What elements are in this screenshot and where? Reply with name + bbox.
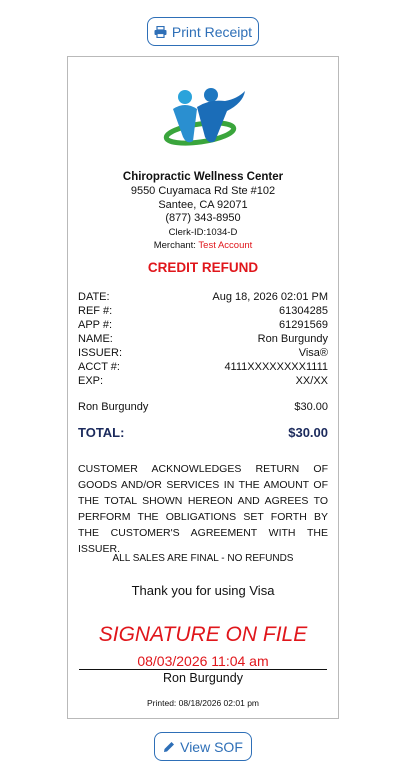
- thank-you-text: Thank you for using Visa: [131, 583, 275, 598]
- wellness-logo: [163, 87, 253, 149]
- field-label: EXP:: [78, 375, 104, 387]
- field-row: [78, 374, 328, 388]
- field-value: 4111XXXXXXXX1111: [224, 361, 328, 373]
- field-label: ACCT #:: [78, 361, 120, 373]
- line-item: [78, 401, 328, 413]
- clerk-id: Clerk-ID:1034-D: [168, 226, 238, 238]
- transaction-details: [78, 290, 328, 388]
- receipt-title: CREDIT REFUND: [147, 260, 259, 275]
- field-label: NAME:: [78, 333, 113, 345]
- field-row: [78, 346, 328, 360]
- signature-on-file: SIGNATURE ON FILE: [98, 623, 308, 646]
- total-row: [78, 425, 328, 440]
- total-label: TOTAL:: [78, 425, 125, 440]
- field-value: 61304285: [279, 305, 328, 317]
- field-row: [78, 332, 328, 346]
- merchant-phone: (877) 343-8950: [165, 212, 241, 224]
- signature-name: Ron Burgundy: [163, 671, 243, 685]
- merchant-name: Chiropractic Wellness Center: [122, 171, 284, 183]
- acknowledgement-text: CUSTOMER ACKNOWLEDGES RETURN OF GOODS AND/OR SERVICES IN THE AMOUNT OF THE TOTAL SHOWN HEREON AND AGREES TO PERFORM THE OBLIGATIONS SET FORTH BY THE CUSTOMER'S AGREEMENT WITH THE ISSUER.: [78, 463, 328, 555]
- field-value: XX/XX: [295, 375, 328, 387]
- field-row: [78, 318, 328, 332]
- field-label: REF #:: [78, 305, 113, 317]
- field-value: Visa®: [298, 347, 328, 359]
- merchant-address-2: Santee, CA 92071: [158, 198, 248, 211]
- final-sales-note: ALL SALES ARE FINAL - NO REFUNDS: [112, 553, 294, 564]
- field-row: [78, 360, 328, 374]
- print-receipt-button[interactable]: [147, 17, 259, 46]
- field-label: DATE:: [78, 291, 110, 303]
- merchant-account: [68, 239, 338, 253]
- field-value: Aug 18, 2026 02:01 PM: [212, 291, 328, 303]
- print-receipt-label: Print Receipt: [171, 23, 253, 40]
- item-name: Ron Burgundy: [78, 401, 149, 413]
- field-row: [78, 304, 328, 318]
- receipt: [67, 56, 339, 719]
- signature-date: 08/03/2026 11:04 am: [137, 653, 269, 669]
- merchant-value: Test Account: [198, 240, 253, 251]
- item-amount: $30.00: [294, 401, 328, 413]
- field-value: Ron Burgundy: [257, 333, 328, 345]
- printer-icon: [154, 26, 167, 38]
- pencil-icon: [163, 741, 175, 753]
- field-label: APP #:: [78, 319, 113, 331]
- field-row: [78, 290, 328, 304]
- view-sof-button[interactable]: [154, 732, 252, 761]
- merchant-label: Merchant:: [153, 240, 196, 251]
- merchant-info: [68, 170, 338, 253]
- merchant-address-1: 9550 Cuyamaca Rd Ste #102: [130, 185, 276, 197]
- total-value: $30.00: [288, 425, 328, 440]
- field-value: 61291569: [279, 319, 328, 331]
- signature-line: [79, 669, 327, 670]
- field-label: ISSUER:: [78, 347, 123, 359]
- printed-timestamp: Printed: 08/18/2026 02:01 pm: [147, 698, 259, 708]
- view-sof-label: View SOF: [180, 738, 243, 755]
